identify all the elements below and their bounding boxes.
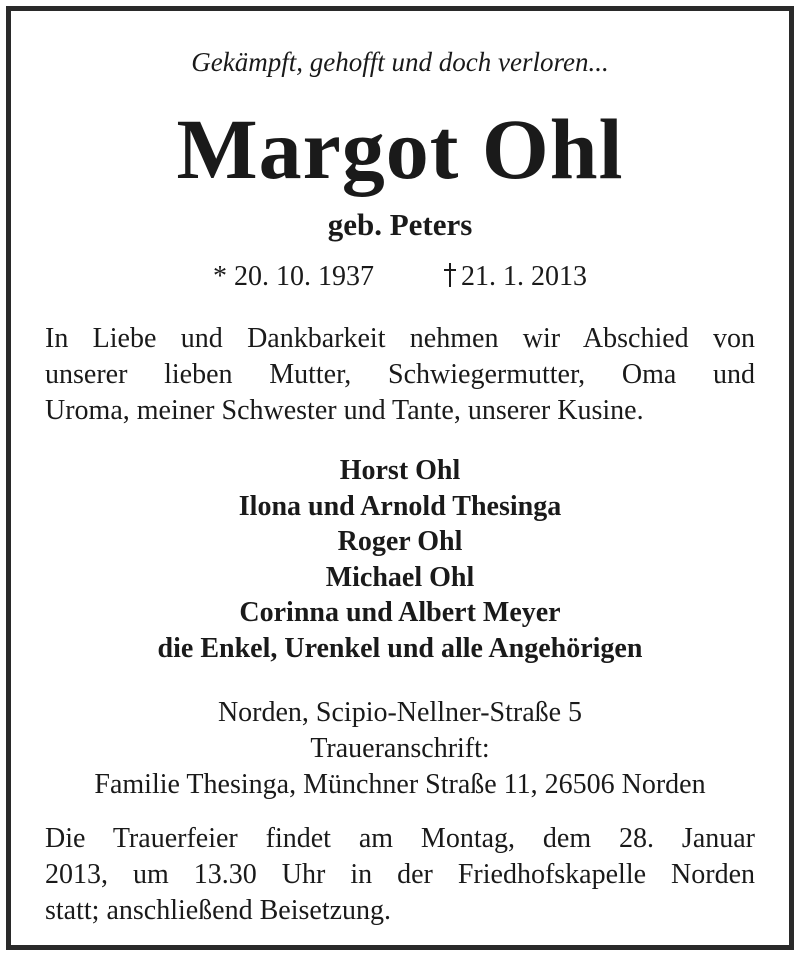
farewell-line: In Liebe und Dankbarkeit nehmen wir Abschied von	[45, 323, 755, 354]
mourner: Ilona und Arnold Thesinga	[238, 490, 562, 522]
ceremony-line: statt; anschließend Beisetzung.	[45, 895, 392, 926]
mourner: die Enkel, Urenkel und alle Angehörigen	[157, 632, 643, 664]
mourning-address: Familie Thesinga, Münchner Straße 11, 26506 Norden	[94, 769, 706, 800]
deceased-name: Margot Ohl	[176, 101, 624, 197]
farewell-text	[45, 321, 755, 429]
mourner: Roger Ohl	[337, 526, 463, 557]
cross-icon	[443, 263, 457, 287]
address-block	[11, 695, 789, 803]
mourners-list	[11, 453, 789, 666]
residence-address: Norden, Scipio-Nellner-Straße 5	[217, 697, 583, 728]
mourner: Horst Ohl	[339, 455, 461, 486]
birth-date: * 20. 10. 1937	[213, 261, 374, 292]
mourner: Michael Ohl	[325, 561, 475, 593]
motto: Gekämpft, gehofft und doch verloren...	[191, 47, 609, 77]
born-name: geb. Peters	[327, 207, 473, 242]
obituary-frame	[6, 6, 794, 950]
farewell-line: Uroma, meiner Schwester und Tante, unserer Kusine.	[45, 395, 644, 426]
ceremony-line: 2013, um 13.30 Uhr in der Friedhofskapelle Norden	[45, 859, 755, 890]
ceremony-line: Die Trauerfeier findet am Montag, dem 28. Januar	[45, 823, 755, 854]
mourning-address-label: Traueranschrift:	[310, 733, 490, 764]
life-dates	[11, 261, 789, 293]
ceremony-text	[45, 821, 755, 929]
death-date-group	[443, 261, 587, 293]
death-date: 21. 1. 2013	[461, 261, 587, 292]
mourner: Corinna und Albert Meyer	[239, 597, 561, 628]
farewell-line: unserer lieben Mutter, Schwiegermutter, Oma und	[45, 359, 755, 390]
